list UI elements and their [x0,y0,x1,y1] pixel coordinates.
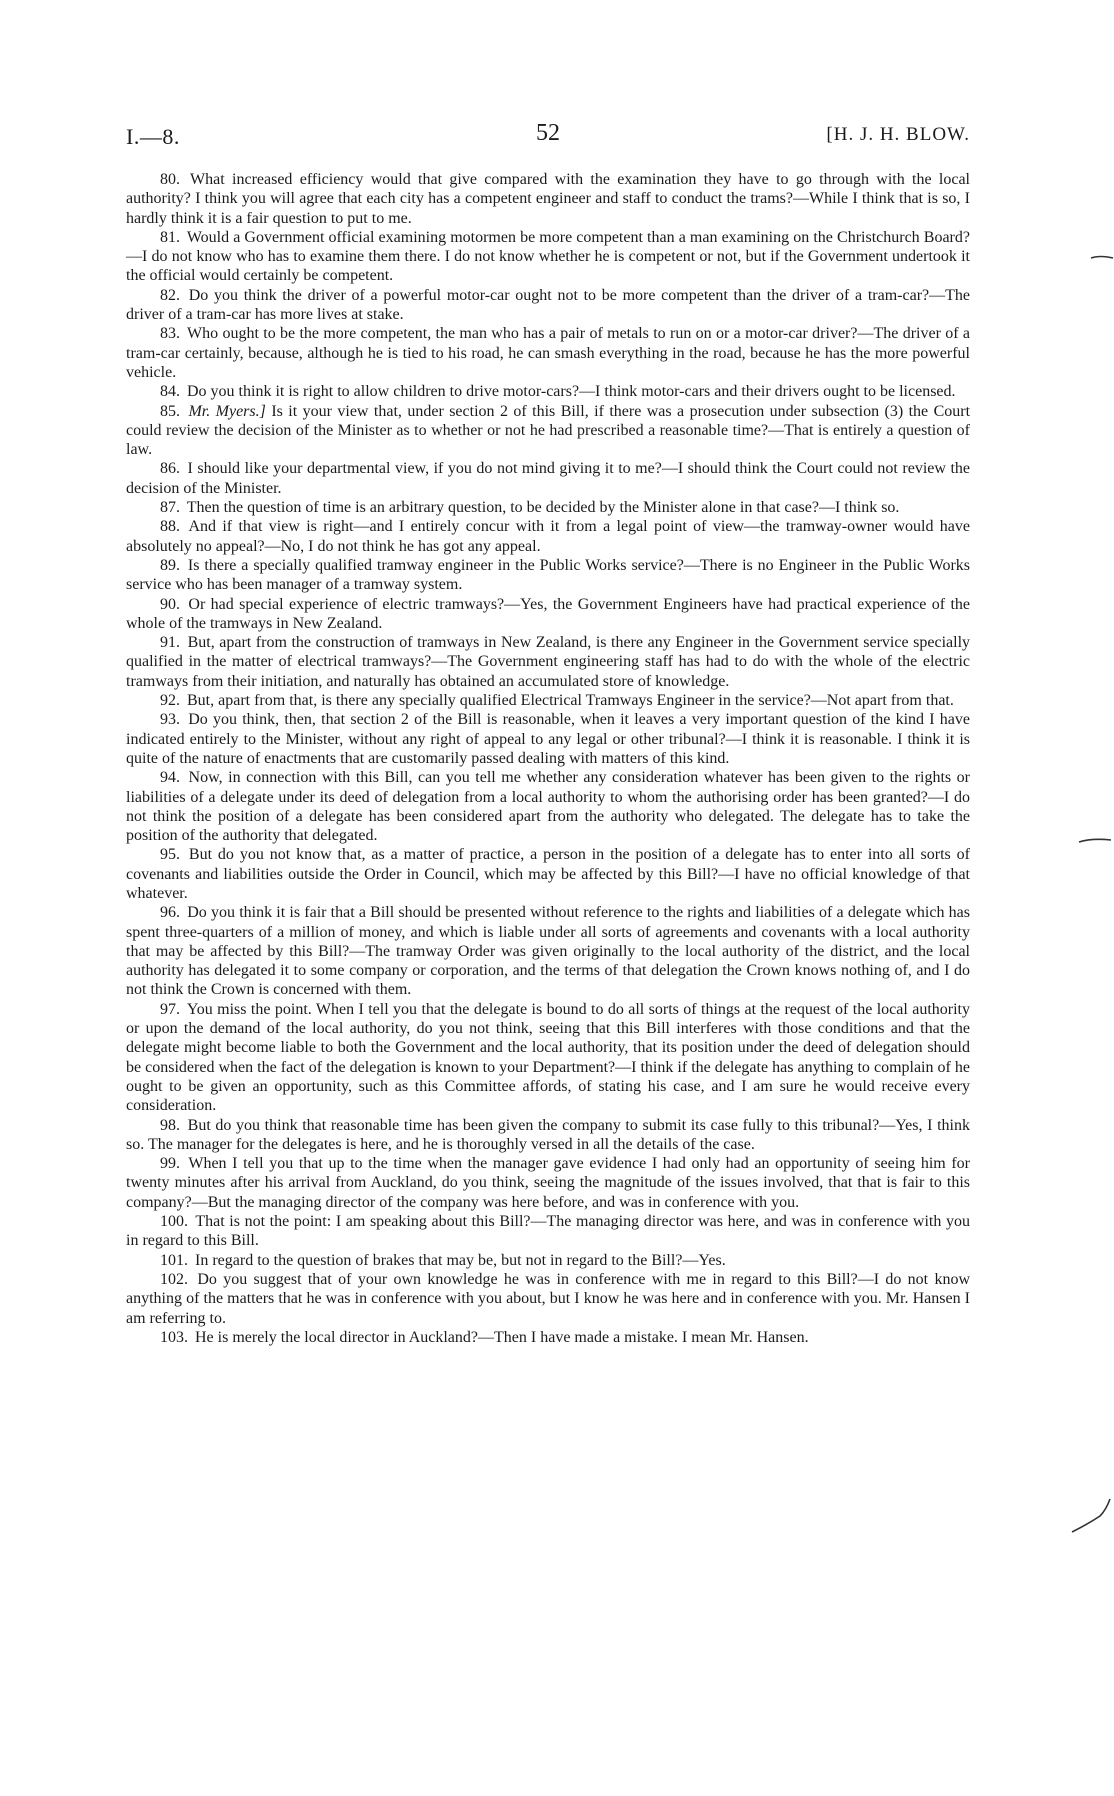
question-number: 96. [160,904,180,922]
question-number: 82. [160,286,180,304]
question-number: 102. [160,1270,188,1288]
question-number: 90. [160,595,180,613]
question-paragraph-90 [126,595,970,634]
question-text: Is there a specially qualified tramway engineer in the Public Works service?—There is no Engineer in the Public Works service who has been manager of a tramway system. [126,556,970,594]
question-text: But, apart from that, is there any specially qualified Electrical Tramways Engineer in the service?—Not apart from that. [187,692,954,710]
evidence-text [126,170,970,1347]
question-text: Do you think, then, that section 2 of the Bill is reasonable, when it leaves a very important question of the kind I have indicated entirely to the Minister, without any right of appeal to any legal or other tribunal?—I think it is reasonable. I think it is quite of the nature of enactments that are customarily passed dealing with matters of this kind. [126,711,971,767]
question-text: Do you think it is fair that a Bill should be presented without reference to the rights and liabilities of a delegate which has spent three-quarters of a million of money, and which is liable under all sorts of agreements and covenants with a local authority that may be affected by this Bill?—The tramway Order was given originally to the local authority of the district, and the local authority has delegated it to some company or corporation, and the terms of that delegation the Crown knows nothing of, and I do not think the Crown is concerned with them. [126,904,971,999]
question-text: When I tell you that up to the time when the manager gave evidence I had only had an opportunity of seeing him for twenty minutes after his arrival from Auckland, do you think, seeing the magnitude of the issues involved, that that is fair to this company?—But the managing director of the company was here before, and was in conference with you. [126,1155,970,1211]
question-text: Do you think the driver of a powerful motor-car ought not to be more competent than the driver of a tram-car?—The driver of a tram-car has more lives at stake. [126,286,970,324]
question-text: And if that view is right—and I entirely concur with it from a legal point of view—the tramway-owner would have absolutely no appeal?—No, I do not think he has got any appeal. [126,518,970,555]
question-number: 84. [160,383,180,401]
question-number: 83. [160,325,180,343]
question-number: 99. [160,1155,180,1173]
speaker-name: Mr. Myers.] [188,402,266,420]
question-paragraph-95 [126,845,970,903]
question-paragraph-101 [126,1251,970,1270]
question-paragraph-103 [126,1328,970,1347]
question-number: 89. [160,556,180,574]
question-text: But do you not know that, as a matter of practice, a person in the position of a delegate has to enter into all sorts of covenants and liabilities outside the Order in Council, which may be affected by this Bill?—I have no official knowledge of that whatever. [126,846,970,902]
witness-name: [H. J. H. BLOW. [826,124,970,145]
question-text: Who ought to be the more competent, the man who has a pair of metals to run on or a motor-car driver?—The driver of a tram-car certainly, because, although he is tied to his road, he can smash everything in the road, because he has the more powerful vehicle. [126,325,970,381]
question-number: 100. [160,1213,188,1231]
question-paragraph-89 [126,556,970,595]
question-text: That is not the point: I am speaking about this Bill?—The managing director was here, and was in conference with you in regard to this Bill. [126,1213,970,1250]
question-text: Do you suggest that of your own knowledge he was in conference with me in regard to this Bill?—I do not know anything of the matters that he was in conference with you about, but I know he was here and in conference with you. Mr. Hansen I am referring to. [126,1270,970,1327]
question-number: 87. [160,499,180,517]
page-number: 52 [536,120,560,146]
question-text: You miss the point. When I tell you that the delegate is bound to do all sorts of things at the request of the local authority or upon the demand of the local authority, do you not think, seeing that this Bill interferes with those conditions and that the delegate might become liable to both the Government and the local authority, that its position under the deed of delegation should be considered when the fact of the delegation is known to your Department?—I think if the delegate has anything to complain of he ought to be given an opportunity, such as this Committee affords, of stating his case, and I am sure he would receive every consideration. [126,1000,971,1115]
question-text: In regard to the question of brakes that may be, but not in regard to the Bill?—Yes. [195,1251,726,1269]
question-number: 103. [160,1328,188,1346]
question-paragraph-93 [126,710,970,768]
question-number: 97. [160,1000,180,1018]
question-number: 94. [160,769,180,787]
question-paragraph-91 [126,633,970,691]
margin-tick-mark [1070,1496,1112,1536]
question-text: But, apart from the construction of tramways in New Zealand, is there any Engineer in the Government service specially qualified in the matter of electrical tramways?—The Government engineering staff has had to do with the whole of the electric tramways from their initiation, and naturally has obtained an accumulated store of knowledge. [126,634,971,690]
question-text: But do you think that reasonable time has been given the company to submit its case fully to this tribunal?—Yes, I think so. The manager for the delegates is here, and he is thoroughly versed in all the details of the case. [126,1116,971,1153]
question-paragraph-99 [126,1154,970,1212]
question-paragraph-92 [126,691,970,710]
question-paragraph-83 [126,324,970,382]
question-text: Is it your view that, under section 2 of this Bill, if there was a prosecution under subsection (3) the Court could review the decision of the Minister as to whether or not he had prescribed a reasonable time?—That is entirely a question of law. [126,402,971,459]
question-number: 101. [160,1251,188,1269]
question-number: 80. [160,171,180,188]
question-text: Now, in connection with this Bill, can you tell me whether any consideration whatever has been given to the rights or liabilities of a delegate under its deed of delegation from a local authority to whom the authorising order has been granted?—I do not think the position of a delegate has been considered apart from the authority who delegated. The delegate has to take the position of the authority that delegated. [126,769,971,845]
paper-reference: I.—8. [126,124,180,149]
question-text: Then the question of time is an arbitrary question, to be decided by the Minister alone in that case?—I think so. [186,499,900,517]
question-paragraph-97 [126,1000,970,1116]
question-text: Do you think it is right to allow children to drive motor-cars?—I think motor-cars and their drivers ought to be licensed. [187,383,956,401]
question-text: What increased efficiency would that give compared with the examination they have to go through with the local authority? I think you will agree that each city has a competent engineer and staff to conduct the trams?—While I think that is so, I hardly think it is a fair question to put to me. [126,171,971,227]
question-text: He is merely the local director in Auckland?—Then I have made a mistake. I mean Mr. Hansen. [195,1328,809,1346]
question-paragraph-84 [126,382,970,401]
margin-dash-mark [1078,836,1112,846]
question-number: 88. [160,518,180,536]
question-number: 98. [160,1116,180,1134]
question-number: 91. [160,634,180,652]
question-number: 81. [160,228,180,246]
question-text: I should like your departmental view, if you do not mind giving it to me?—I should think the Court could not review the decision of the Minister. [126,460,970,497]
question-paragraph-100 [126,1212,970,1251]
question-paragraph-82 [126,286,970,325]
question-paragraph-85 [126,402,970,460]
question-paragraph-94 [126,768,970,845]
question-number: 85. [160,402,180,420]
question-number: 86. [160,460,180,478]
question-paragraph-87 [126,498,970,517]
question-paragraph-98 [126,1116,970,1155]
question-number: 93. [160,711,180,729]
question-paragraph-88 [126,517,970,556]
question-number: 92. [160,692,180,710]
question-text: Would a Government official examining motormen be more competent than a man examining on the Christchurch Board?—I do not know who has to examine them there. I do not know whether he is competent or not, but if the Government undertook it the official would certainly be competent. [126,228,970,285]
margin-dash-mark [1090,252,1114,262]
question-text: Or had special experience of electric tramways?—Yes, the Government Engineers have had practical experience of the whole of the tramways in New Zealand. [126,595,971,632]
question-paragraph-86 [126,459,970,498]
question-paragraph-102 [126,1270,970,1328]
question-paragraph-80 [126,170,970,228]
question-paragraph-81 [126,228,970,286]
page-header [126,120,970,156]
question-paragraph-96 [126,903,970,999]
question-number: 95. [160,846,180,864]
